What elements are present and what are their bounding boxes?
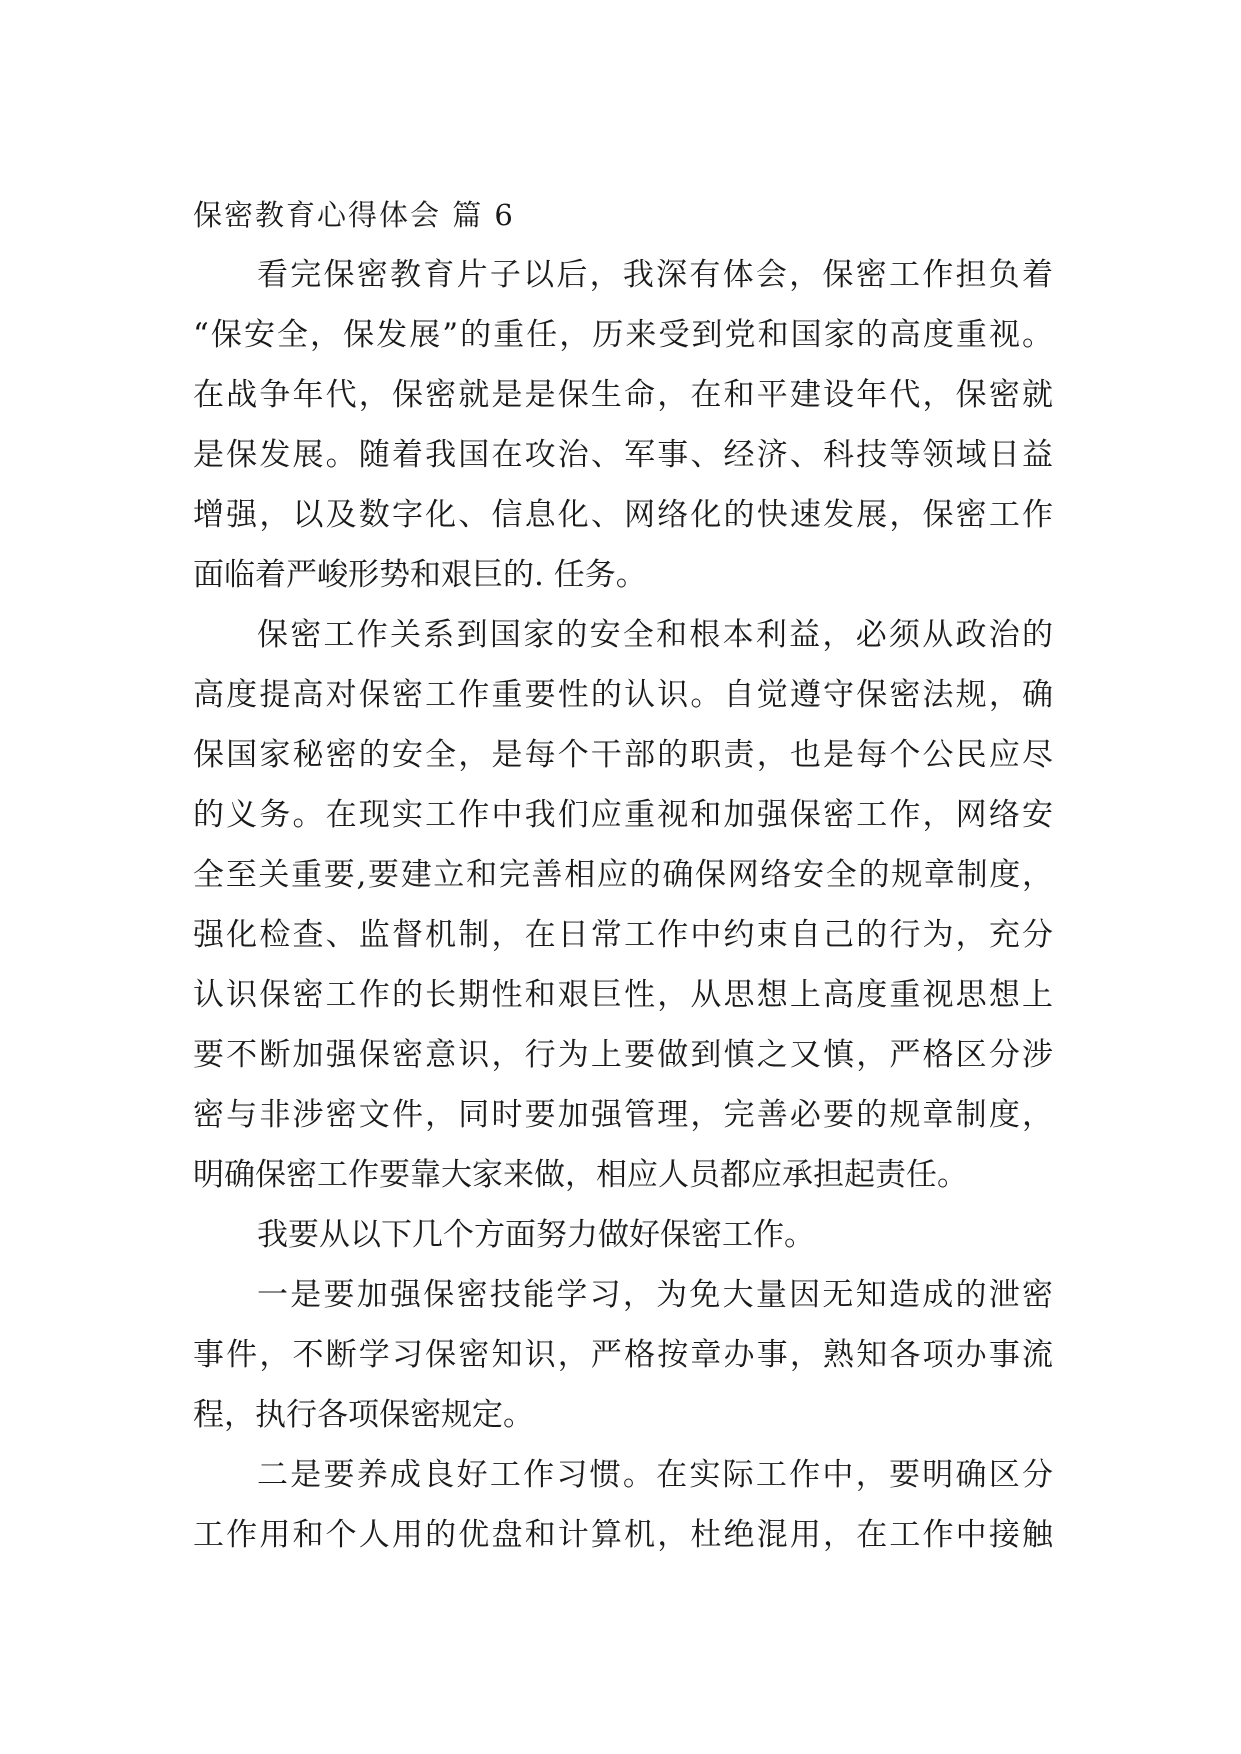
paragraph-line: 是保发展。随着我国在攻治、军事、经济、科技等领域日益	[193, 437, 1053, 473]
paragraph-line: 增强，以及数字化、信息化、网络化的快速发展，保密工作	[193, 497, 1053, 533]
document-page	[193, 195, 1053, 1555]
paragraph-line: 强化检查、监督机制，在日常工作中约束自己的行为，充分	[193, 917, 1053, 953]
paragraph-line: 事件，不断学习保密知识，严格按章办事，熟知各项办事流	[193, 1337, 1053, 1373]
paragraph-line: “保安全，保发展”的重任，历来受到党和国家的高度重视。	[193, 317, 1053, 353]
paragraph-line: 认识保密工作的长期性和艰巨性，从思想上高度重视思想上	[193, 977, 1053, 1013]
paragraph-line: 一是要加强保密技能学习，为免大量因无知造成的泄密	[257, 1277, 1053, 1313]
paragraph-line: 全至关重要,要建立和完善相应的确保网络安全的规章制度，	[193, 857, 1053, 893]
paragraph-line: 高度提高对保密工作重要性的认识。自觉遵守保密法规，确	[193, 677, 1053, 713]
paragraph-line: 的义务。在现实工作中我们应重视和加强保密工作，网络安	[193, 797, 1053, 833]
paragraph-line: 面临着严峻形势和艰巨的. 任务。	[193, 557, 647, 593]
paragraph-line: 保国家秘密的安全，是每个干部的职责，也是每个公民应尽	[193, 737, 1053, 773]
document-title: 保密教育心得体会 篇 6	[193, 198, 515, 232]
paragraph-line: 要不断加强保密意识，行为上要做到慎之又慎，严格区分涉	[193, 1037, 1053, 1073]
paragraph-line: 保密工作关系到国家的安全和根本利益，必须从政治的	[257, 617, 1053, 653]
paragraph-line: 在战争年代，保密就是是保生命，在和平建设年代，保密就	[193, 377, 1053, 413]
paragraph-line: 看完保密教育片子以后，我深有体会，保密工作担负着	[257, 257, 1053, 293]
paragraph-line: 程，执行各项保密规定。	[193, 1397, 534, 1433]
paragraph-line: 我要从以下几个方面努力做好保密工作。	[257, 1217, 815, 1253]
paragraph-line: 二是要养成良好工作习惯。在实际工作中，要明确区分	[257, 1457, 1053, 1493]
paragraph-line: 明确保密工作要靠大家来做，相应人员都应承担起责任。	[193, 1157, 968, 1193]
paragraph-line: 密与非涉密文件，同时要加强管理，完善必要的规章制度，	[193, 1097, 1053, 1133]
paragraph-line: 工作用和个人用的优盘和计算机，杜绝混用，在工作中接触	[193, 1517, 1053, 1553]
